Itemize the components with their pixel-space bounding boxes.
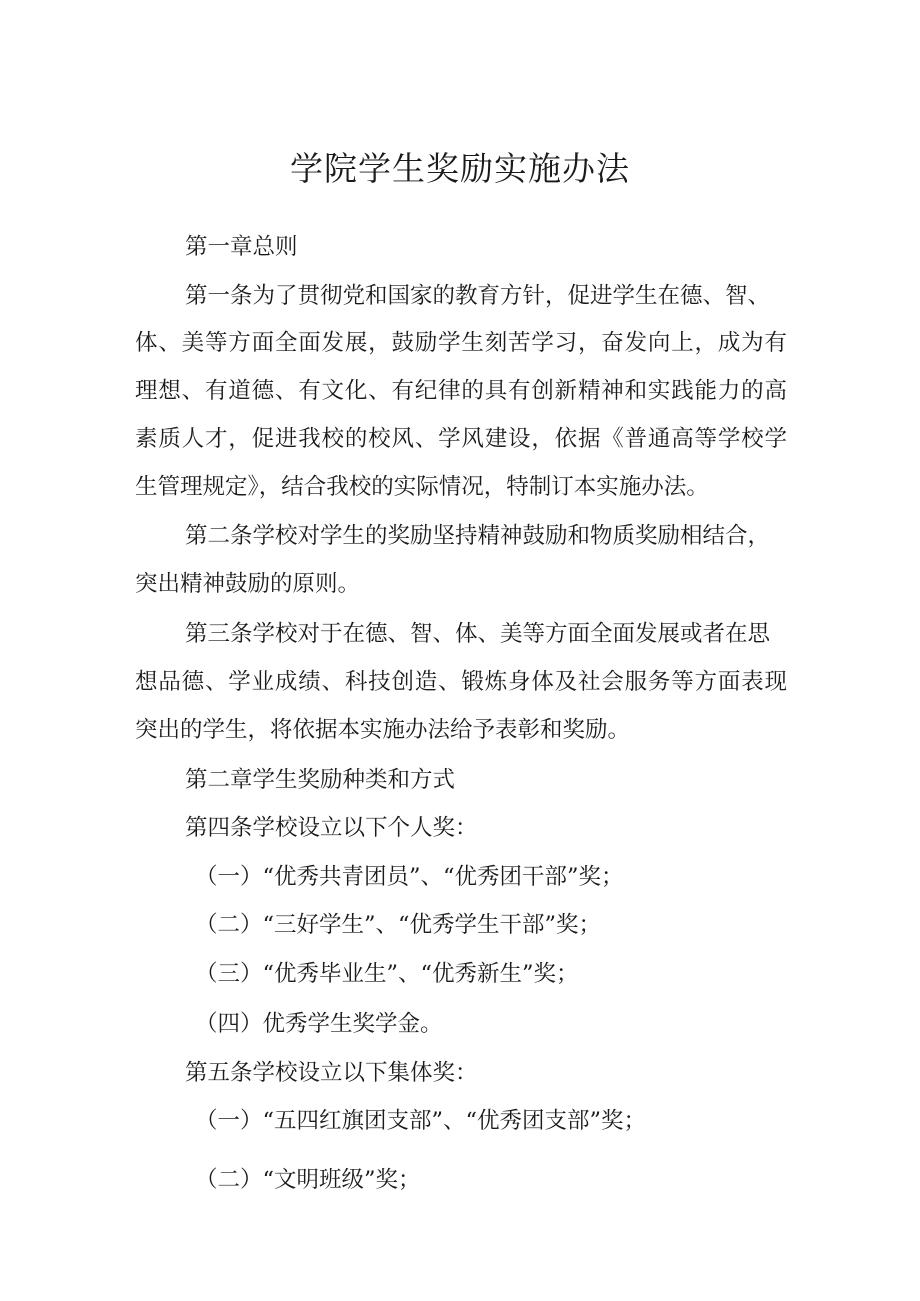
article-3-line: 想 品 德 、 学 业 成 绩 、 科 技 创 造 、 锻 炼 身 体 及 社 会 服 务 等 方 面 表 现 [135,669,787,695]
article-4-heading: 第四条学校设立以下个人奖： [185,815,478,841]
article-3-line: 突出的学生，将依据本实施办法给予表彰和奖励。 [135,717,631,743]
article-1-line: 第一条为了贯彻党和国家的教育方针，促进学生在德、智、 [185,283,771,309]
article-2-line: 第二条学校对学生的奖励坚持精神鼓励和物质奖励相结合， [185,523,771,549]
chapter-2-heading: 第二章学生奖励种类和方式 [185,767,456,793]
article-3-line: 第三条学校对于在德、智、体、美等方面全面发展或者在思 [185,621,771,647]
list-item: （二）“三好学生”、“优秀学生干部”奖； [195,912,602,938]
article-5-heading: 第五条学校设立以下集体奖： [185,1060,478,1086]
list-item: （一）“五四红旗团支部”、“优秀团支部”奖； [195,1108,647,1134]
article-1-line: 生管理规定》，结合我校的实际情况，特制订本实施办法。 [135,474,709,500]
document-title: 学院学生奖励实施办法 [290,149,630,188]
article-1-line: 体 、 美 等 方 面 全 面 发 展 ， 鼓 励 学 生 刻 苦 学 习 ， 奋 发 向 上 ， 成 为 有 [135,330,787,356]
list-item: （二）“文明班级”奖； [195,1167,421,1193]
list-item: （四）优秀学生奖学金。 [195,1011,443,1037]
article-1-line: 理 想 、 有 道 德 、 有 文 化 、 有 纪 律 的 具 有 创 新 精 神 和 实 践 能 力 的 高 [135,378,787,404]
list-item: （一）“优秀共青团员”、“优秀团干部”奖； [195,864,624,890]
chapter-1-heading: 第一章总则 [185,234,298,260]
article-2-line: 突出精神鼓励的原则。 [135,571,361,597]
article-1-line: 素 质 人 才 ， 促 进 我 校 的 校 风 、 学 风 建 设 ， 依 据 《 普 通 高 等 学 校 学 [135,426,787,452]
list-item: （三）“优秀毕业生”、“优秀新生”奖； [195,961,579,987]
